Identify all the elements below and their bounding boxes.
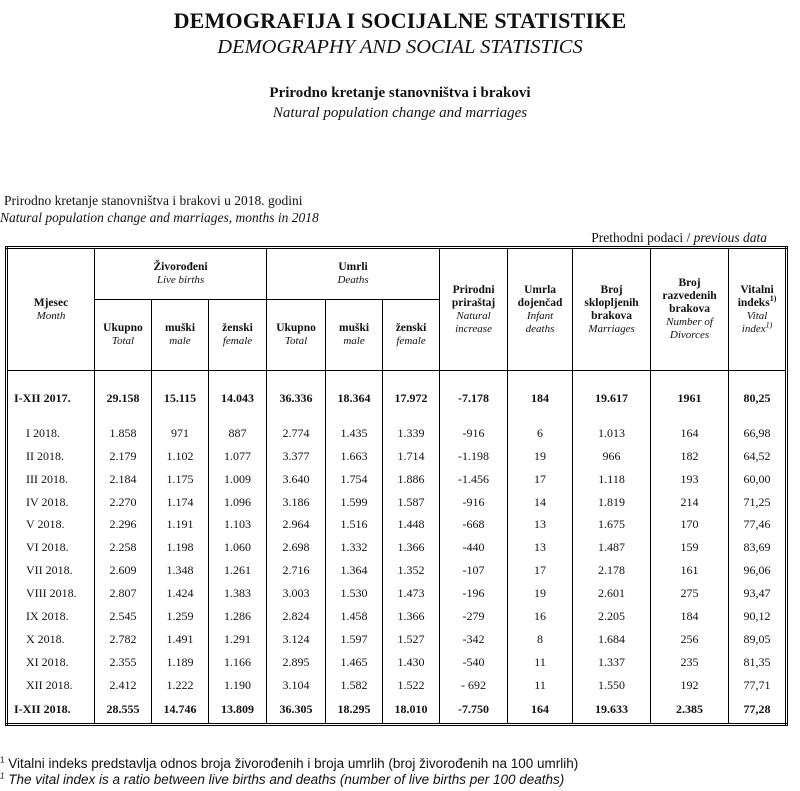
cell-nat: -916 xyxy=(440,422,508,445)
col-month: Mjesec Month xyxy=(7,248,95,371)
col-group-deaths: Umrli Deaths xyxy=(267,248,440,300)
cell-lb-male: 1.102 xyxy=(152,445,209,468)
cell-div: 184 xyxy=(651,605,729,628)
cell-d-male: 1.597 xyxy=(326,628,383,651)
cell-div: 2.385 xyxy=(651,697,729,725)
cell-vi: 96,06 xyxy=(729,559,787,582)
cell-mar: 2.601 xyxy=(573,582,651,605)
cell-nat: -196 xyxy=(440,582,508,605)
row-month: I-XII 2017. xyxy=(7,387,95,410)
cell-d-female: 1.522 xyxy=(383,674,440,697)
cell-d-male: 1.530 xyxy=(326,582,383,605)
row-month: VIII 2018. xyxy=(7,582,95,605)
statistics-table xyxy=(5,246,788,726)
cell-d-female: 1.527 xyxy=(383,628,440,651)
cell-div: 193 xyxy=(651,468,729,491)
cell-mar: 1.684 xyxy=(573,628,651,651)
cell-vi: 77,71 xyxy=(729,674,787,697)
row-month: I-XII 2018. xyxy=(7,697,95,725)
cell-mar: 2.205 xyxy=(573,605,651,628)
cell-div: 164 xyxy=(651,422,729,445)
table-row xyxy=(7,559,787,582)
cell-mar: 1.487 xyxy=(573,536,651,559)
table-row xyxy=(7,513,787,536)
col-d-total: Ukupno Total xyxy=(267,300,326,371)
cell-inf: 17 xyxy=(508,559,573,582)
cell-d-male: 1.582 xyxy=(326,674,383,697)
cell-lb-total: 2.179 xyxy=(95,445,152,468)
cell-mar: 1.550 xyxy=(573,674,651,697)
cell-lb-total: 2.270 xyxy=(95,491,152,514)
preliminary-note-en: previous data xyxy=(693,230,767,245)
cell-lb-female: 1.190 xyxy=(209,674,267,697)
cell-lb-female: 1.291 xyxy=(209,628,267,651)
cell-d-female: 17.972 xyxy=(383,387,440,410)
cell-d-female: 1.473 xyxy=(383,582,440,605)
cell-lb-female: 1.009 xyxy=(209,468,267,491)
cell-vi: 77,46 xyxy=(729,513,787,536)
table-row xyxy=(7,536,787,559)
table-caption-en: Natural population change and marriages, months in 2018 xyxy=(0,210,319,225)
cell-d-total: 2.698 xyxy=(267,536,326,559)
cell-nat: -7.178 xyxy=(440,387,508,410)
cell-d-female: 18.010 xyxy=(383,697,440,725)
cell-lb-male: 15.115 xyxy=(152,387,209,410)
cell-d-male: 1.465 xyxy=(326,651,383,674)
section-title-en: Natural population change and marriages xyxy=(272,105,528,121)
page-title-en: DEMOGRAPHY AND SOCIAL STATISTICS xyxy=(217,36,583,58)
cell-d-female: 1.714 xyxy=(383,445,440,468)
cell-inf: 19 xyxy=(508,445,573,468)
cell-nat: -1.198 xyxy=(440,445,508,468)
row-month: IV 2018. xyxy=(7,491,95,514)
table-row xyxy=(7,605,787,628)
col-marriages: Broj sklopljenih brakova Marriages xyxy=(573,248,651,371)
cell-d-total: 3.640 xyxy=(267,468,326,491)
row-month: VII 2018. xyxy=(7,559,95,582)
cell-d-male: 1.754 xyxy=(326,468,383,491)
section-title: Prirodno kretanje stanovništva i brakovi xyxy=(269,85,531,101)
table-row xyxy=(7,491,787,514)
cell-nat: - 692 xyxy=(440,674,508,697)
table-row xyxy=(7,468,787,491)
col-divorces: Broj razvedenih brakova Number of Divorces xyxy=(651,248,729,371)
cell-div: 235 xyxy=(651,651,729,674)
table-body xyxy=(7,371,787,725)
table-row xyxy=(7,697,787,725)
cell-inf: 13 xyxy=(508,536,573,559)
cell-nat: -107 xyxy=(440,559,508,582)
cell-d-female: 1.430 xyxy=(383,651,440,674)
col-lb-female: ženski female xyxy=(209,300,267,371)
cell-lb-female: 1.261 xyxy=(209,559,267,582)
cell-d-female: 1.352 xyxy=(383,559,440,582)
cell-d-female: 1.366 xyxy=(383,605,440,628)
col-natural-increase: Prirodni priraštaj Natural increase xyxy=(440,248,508,371)
cell-div: 214 xyxy=(651,491,729,514)
cell-d-male: 1.663 xyxy=(326,445,383,468)
cell-vi: 83,69 xyxy=(729,536,787,559)
row-month: V 2018. xyxy=(7,513,95,536)
cell-d-total: 3.003 xyxy=(267,582,326,605)
cell-lb-total: 2.412 xyxy=(95,674,152,697)
cell-d-total: 36.336 xyxy=(267,387,326,410)
col-group-live-births: Živorođeni Live births xyxy=(95,248,267,300)
cell-nat: -440 xyxy=(440,536,508,559)
cell-d-total: 3.104 xyxy=(267,674,326,697)
spacer-row xyxy=(7,371,787,388)
cell-lb-female: 887 xyxy=(209,422,267,445)
cell-div: 275 xyxy=(651,582,729,605)
cell-vi: 80,25 xyxy=(729,387,787,410)
cell-div: 159 xyxy=(651,536,729,559)
cell-nat: -916 xyxy=(440,491,508,514)
cell-nat: -540 xyxy=(440,651,508,674)
cell-inf: 11 xyxy=(508,674,573,697)
cell-d-total: 3.124 xyxy=(267,628,326,651)
cell-mar: 966 xyxy=(573,445,651,468)
table-row xyxy=(7,628,787,651)
table-row xyxy=(7,387,787,410)
table-row xyxy=(7,674,787,697)
cell-d-total: 2.895 xyxy=(267,651,326,674)
cell-d-male: 18.364 xyxy=(326,387,383,410)
cell-inf: 6 xyxy=(508,422,573,445)
cell-lb-male: 1.491 xyxy=(152,628,209,651)
cell-lb-total: 2.355 xyxy=(95,651,152,674)
page-title: DEMOGRAFIJA I SOCIJALNE STATISTIKE xyxy=(173,8,627,33)
spacer-row xyxy=(7,410,787,422)
cell-lb-female: 1.077 xyxy=(209,445,267,468)
row-month: II 2018. xyxy=(7,445,95,468)
cell-d-total: 2.716 xyxy=(267,559,326,582)
cell-d-female: 1.339 xyxy=(383,422,440,445)
cell-d-male: 1.435 xyxy=(326,422,383,445)
cell-lb-female: 1.166 xyxy=(209,651,267,674)
cell-inf: 16 xyxy=(508,605,573,628)
cell-d-male: 18.295 xyxy=(326,697,383,725)
cell-nat: -1.456 xyxy=(440,468,508,491)
cell-d-female: 1.587 xyxy=(383,491,440,514)
col-infant-deaths: Umrla dojenčad Infant deaths xyxy=(508,248,573,371)
cell-mar: 1.013 xyxy=(573,422,651,445)
cell-inf: 184 xyxy=(508,387,573,410)
cell-mar: 19.617 xyxy=(573,387,651,410)
footnote-en: $^1$ The vital index is a ratio between live births and deaths (number of live births per 100 deaths) xyxy=(0,771,565,787)
cell-vi: 93,47 xyxy=(729,582,787,605)
preliminary-note-bs: Prethodni podaci / xyxy=(591,230,691,245)
cell-lb-male: 14.746 xyxy=(152,697,209,725)
cell-lb-total: 2.184 xyxy=(95,468,152,491)
cell-vi: 77,28 xyxy=(729,697,787,725)
cell-d-male: 1.599 xyxy=(326,491,383,514)
cell-d-male: 1.332 xyxy=(326,536,383,559)
cell-nat: -342 xyxy=(440,628,508,651)
cell-lb-female: 1.286 xyxy=(209,605,267,628)
cell-mar: 1.675 xyxy=(573,513,651,536)
cell-mar: 19.633 xyxy=(573,697,651,725)
col-d-male: muški male xyxy=(326,300,383,371)
row-month: XI 2018. xyxy=(7,651,95,674)
cell-mar: 1.819 xyxy=(573,491,651,514)
cell-inf: 17 xyxy=(508,468,573,491)
cell-lb-male: 1.189 xyxy=(152,651,209,674)
cell-nat: -7.750 xyxy=(440,697,508,725)
row-month: IX 2018. xyxy=(7,605,95,628)
cell-lb-total: 2.545 xyxy=(95,605,152,628)
cell-d-male: 1.458 xyxy=(326,605,383,628)
cell-mar: 1.118 xyxy=(573,468,651,491)
cell-lb-male: 1.198 xyxy=(152,536,209,559)
cell-lb-male: 1.222 xyxy=(152,674,209,697)
cell-lb-total: 28.555 xyxy=(95,697,152,725)
cell-mar: 1.337 xyxy=(573,651,651,674)
cell-inf: 11 xyxy=(508,651,573,674)
cell-lb-female: 14.043 xyxy=(209,387,267,410)
col-lb-total: Ukupno Total xyxy=(95,300,152,371)
cell-lb-male: 1.175 xyxy=(152,468,209,491)
cell-d-female: 1.448 xyxy=(383,513,440,536)
cell-lb-total: 29.158 xyxy=(95,387,152,410)
cell-lb-female: 13.809 xyxy=(209,697,267,725)
cell-vi: 71,25 xyxy=(729,491,787,514)
cell-vi: 81,35 xyxy=(729,651,787,674)
cell-inf: 164 xyxy=(508,697,573,725)
cell-div: 1961 xyxy=(651,387,729,410)
cell-lb-total: 2.296 xyxy=(95,513,152,536)
col-lb-male: muški male xyxy=(152,300,209,371)
cell-lb-male: 971 xyxy=(152,422,209,445)
cell-d-male: 1.516 xyxy=(326,513,383,536)
cell-lb-male: 1.191 xyxy=(152,513,209,536)
cell-d-total: 3.377 xyxy=(267,445,326,468)
cell-lb-female: 1.103 xyxy=(209,513,267,536)
cell-div: 161 xyxy=(651,559,729,582)
cell-d-total: 2.824 xyxy=(267,605,326,628)
cell-lb-total: 2.782 xyxy=(95,628,152,651)
cell-lb-male: 1.259 xyxy=(152,605,209,628)
table-caption: Prirodno kretanje stanovništva i brakovi u 2018. godini xyxy=(4,193,303,208)
footnote-bs: $^1$ Vitalni indeks predstavlja odnos broja živorođenih i broja umrlih (broj živorođenih na 100 umrlih) xyxy=(0,755,579,771)
cell-d-total: 36.305 xyxy=(267,697,326,725)
table-row xyxy=(7,582,787,605)
col-d-female: ženski female xyxy=(383,300,440,371)
cell-lb-total: 2.258 xyxy=(95,536,152,559)
cell-inf: 19 xyxy=(508,582,573,605)
cell-lb-total: 2.609 xyxy=(95,559,152,582)
cell-mar: 2.178 xyxy=(573,559,651,582)
cell-vi: 64,52 xyxy=(729,445,787,468)
row-month: X 2018. xyxy=(7,628,95,651)
preliminary-note xyxy=(591,230,767,246)
row-month: I 2018. xyxy=(7,422,95,445)
cell-div: 170 xyxy=(651,513,729,536)
table-row xyxy=(7,422,787,445)
cell-lb-total: 1.858 xyxy=(95,422,152,445)
cell-d-total: 2.774 xyxy=(267,422,326,445)
cell-vi: 90,12 xyxy=(729,605,787,628)
cell-inf: 13 xyxy=(508,513,573,536)
cell-div: 192 xyxy=(651,674,729,697)
cell-lb-male: 1.174 xyxy=(152,491,209,514)
cell-inf: 14 xyxy=(508,491,573,514)
cell-lb-total: 2.807 xyxy=(95,582,152,605)
cell-lb-female: 1.096 xyxy=(209,491,267,514)
cell-vi: 89,05 xyxy=(729,628,787,651)
table-row xyxy=(7,445,787,468)
cell-d-female: 1.886 xyxy=(383,468,440,491)
cell-inf: 8 xyxy=(508,628,573,651)
cell-lb-female: 1.060 xyxy=(209,536,267,559)
cell-vi: 60,00 xyxy=(729,468,787,491)
cell-d-total: 2.964 xyxy=(267,513,326,536)
cell-lb-female: 1.383 xyxy=(209,582,267,605)
cell-div: 256 xyxy=(651,628,729,651)
cell-lb-male: 1.424 xyxy=(152,582,209,605)
cell-d-female: 1.366 xyxy=(383,536,440,559)
cell-nat: -279 xyxy=(440,605,508,628)
col-vital-index: Vitalni indeks$^{1)}$ Vital index$^{1)}$ xyxy=(729,248,787,371)
cell-div: 182 xyxy=(651,445,729,468)
table-row xyxy=(7,651,787,674)
row-month: III 2018. xyxy=(7,468,95,491)
cell-vi: 66,98 xyxy=(729,422,787,445)
cell-d-male: 1.364 xyxy=(326,559,383,582)
row-month: VI 2018. xyxy=(7,536,95,559)
cell-lb-male: 1.348 xyxy=(152,559,209,582)
row-month: XII 2018. xyxy=(7,674,95,697)
cell-nat: -668 xyxy=(440,513,508,536)
cell-d-total: 3.186 xyxy=(267,491,326,514)
